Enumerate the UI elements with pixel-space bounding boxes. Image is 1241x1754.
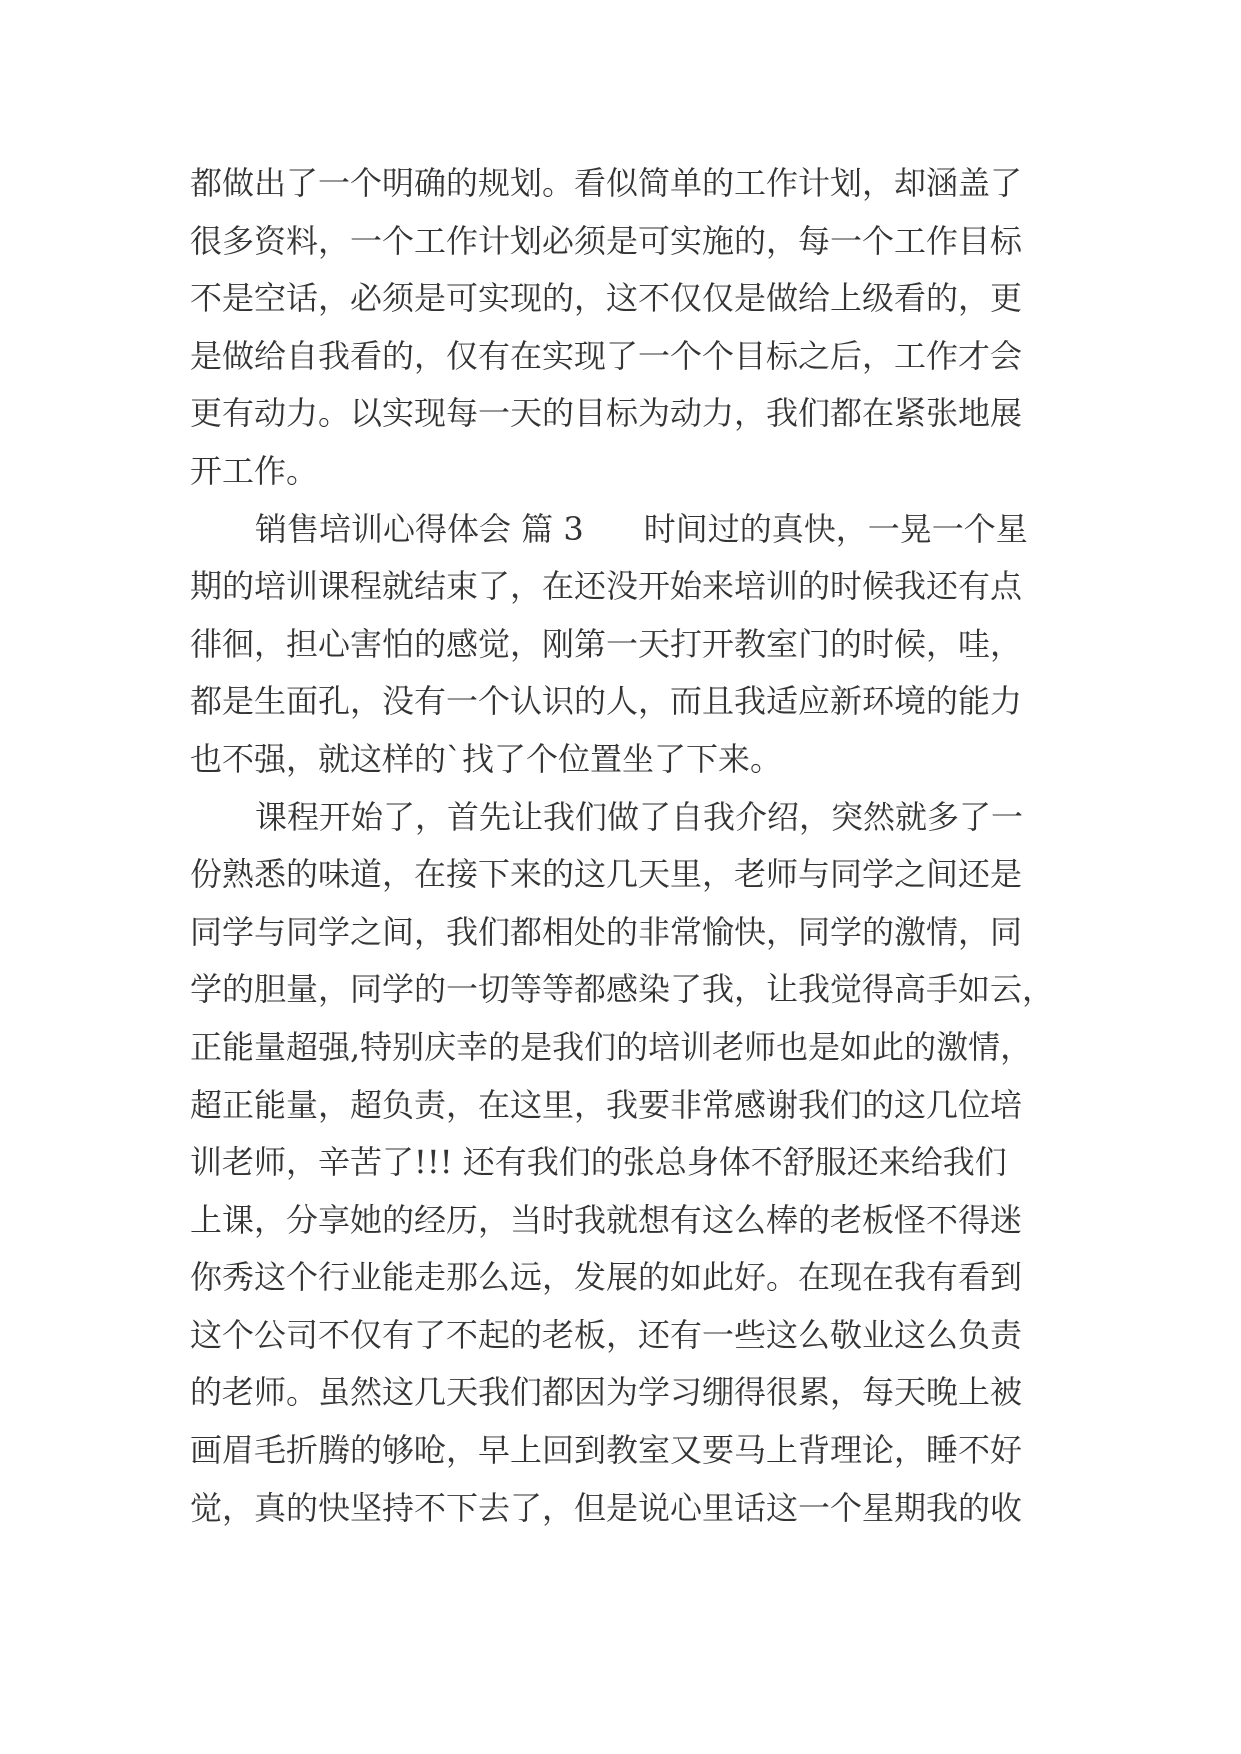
text-line: 同学与同学之间，我们都相处的非常愉快，同学的激情，同 bbox=[190, 912, 1023, 951]
text-line: 画眉毛折腾的够呛，早上回到教室又要马上背理论，睡不好 bbox=[190, 1431, 1023, 1470]
text-line: 训老师，辛苦了!!! 还有我们的张总身体不舒服还来给我们 bbox=[190, 1143, 1007, 1182]
text-line: 期的培训课程就结束了，在还没开始来培训的时候我还有点 bbox=[190, 567, 1023, 606]
document-body bbox=[190, 155, 1070, 1537]
text-line: 上课，分享她的经历，当时我就想有这么棒的老板怪不得迷 bbox=[190, 1200, 1023, 1239]
text-line: 这个公司不仅有了不起的老板，还有一些这么敬业这么负责 bbox=[190, 1315, 1023, 1354]
text-line: 学的胆量，同学的一切等等都感染了我，让我觉得高手如云， bbox=[190, 970, 1055, 1009]
text-line: 开工作。 bbox=[190, 451, 319, 490]
text-line: 份熟悉的味道，在接下来的这几天里，老师与同学之间还是 bbox=[190, 855, 1023, 894]
text-line: 超正能量，超负责，在这里，我要非常感谢我们的这几位培 bbox=[190, 1085, 1023, 1124]
text-line: 正能量超强,特别庆幸的是我们的培训老师也是如此的激情， bbox=[190, 1027, 1033, 1066]
text-line: 也不强，就这样的`找了个位置坐了下来。 bbox=[190, 739, 783, 778]
text-line: 的老师。虽然这几天我们都因为学习绷得很累，每天晚上被 bbox=[190, 1373, 1023, 1412]
text-line: 都是生面孔，没有一个认识的人，而且我适应新环境的能力 bbox=[190, 682, 1023, 721]
text-line: 都做出了一个明确的规划。看似简单的工作计划，却涵盖了 bbox=[190, 164, 1023, 202]
section-opening-text: 时间过的真快，一晃一个星 bbox=[643, 509, 1028, 548]
text-line: 徘徊，担心害怕的感觉，刚第一天打开教室门的时候，哇， bbox=[190, 624, 1023, 663]
text-line: 不是空话，必须是可实现的，这不仅仅是做给上级看的，更 bbox=[190, 279, 1023, 318]
section-title: 销售培训心得体会 篇 3 bbox=[255, 509, 584, 548]
section-heading-line bbox=[190, 501, 1070, 559]
text-line: 很多资料，一个工作计划必须是可实施的，每一个工作目标 bbox=[190, 221, 1023, 260]
text-line: 更有动力。以实现每一天的目标为动力，我们都在紧张地展 bbox=[190, 394, 1023, 433]
text-line: 觉，真的快坚持不下去了，但是说心里话这一个星期我的收 bbox=[190, 1488, 1023, 1527]
text-line: 是做给自我看的，仅有在实现了一个个目标之后，工作才会 bbox=[190, 336, 1023, 375]
text-line: 你秀这个行业能走那么远，发展的如此好。在现在我有看到 bbox=[190, 1258, 1023, 1297]
paragraph-first-line: 课程开始了，首先让我们做了自我介绍，突然就多了一 bbox=[255, 797, 1024, 836]
